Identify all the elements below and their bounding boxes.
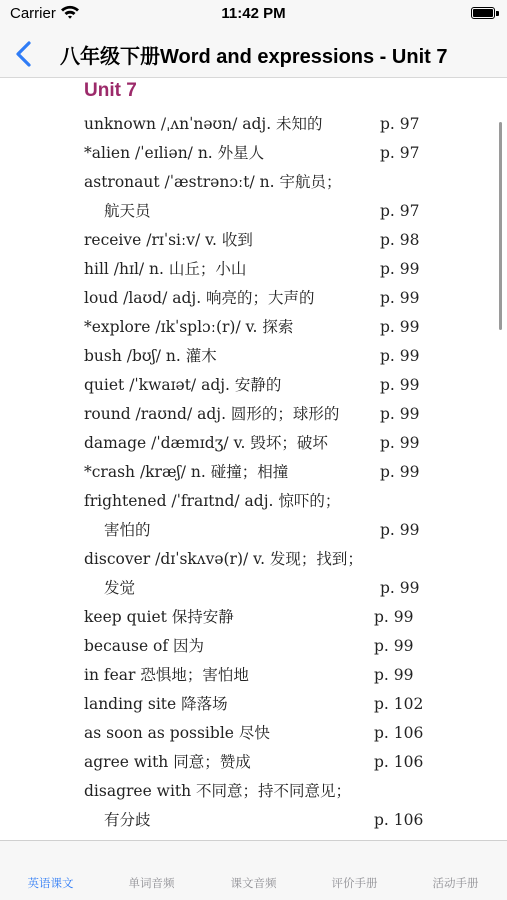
scroll-indicator[interactable] — [499, 122, 502, 330]
vocab-term: 发觉 — [104, 579, 136, 597]
vocab-term: discover /dɪˈskʌvə(r)/ v. 发现；找到； — [84, 550, 363, 568]
vocab-term: frightened /ˈfraɪtnd/ adj. 惊吓的； — [84, 492, 341, 510]
status-bar — [0, 0, 507, 30]
vocab-entry — [84, 255, 444, 284]
vocabulary-list — [84, 110, 444, 835]
tab-word-audio[interactable]: 单词音频 — [128, 878, 175, 890]
vocab-term: because of 因为 — [84, 637, 205, 655]
page-reference: p. 99 — [380, 579, 420, 597]
vocab-term: damage /ˈdæmɪdʒ/ v. 毁坏；破坏 — [84, 434, 328, 452]
vocab-entry — [84, 139, 444, 168]
vocab-entry — [84, 806, 444, 835]
page-reference: p. 99 — [374, 666, 414, 684]
vocab-entry — [84, 719, 444, 748]
vocab-term: hill /hɪl/ n. 山丘；小山 — [84, 260, 247, 278]
vocab-entry — [84, 516, 444, 545]
vocab-entry — [84, 603, 444, 632]
page-reference: p. 99 — [374, 608, 414, 626]
page-reference: p. 99 — [380, 521, 420, 539]
page-title: 八年级下册Word and expressions - Unit 7 — [60, 46, 448, 68]
status-time: 11:42 PM — [221, 5, 286, 22]
vocab-entry — [84, 632, 444, 661]
page-reference: p. 99 — [380, 318, 420, 336]
vocab-term: disagree with 不同意；持不同意见； — [84, 782, 352, 800]
vocab-entry — [84, 400, 444, 429]
vocab-term: round /raʊnd/ adj. 圆形的；球形的 — [84, 405, 340, 423]
page-reference: p. 99 — [380, 463, 420, 481]
vocab-term: 害怕的 — [104, 521, 151, 539]
vocab-term: *crash /kræʃ/ n. 碰撞；相撞 — [84, 463, 289, 481]
vocab-entry — [84, 574, 444, 603]
page-reference: p. 98 — [380, 231, 420, 249]
vocab-entry — [84, 487, 444, 516]
vocab-term: *explore /ɪkˈsplɔː(r)/ v. 探索 — [84, 318, 294, 336]
vocab-term: in fear 恐惧地；害怕地 — [84, 666, 249, 684]
back-chevron-icon[interactable] — [12, 40, 38, 68]
vocab-term: astronaut /ˈæstrənɔːt/ n. 宇航员； — [84, 173, 342, 191]
tab-activity-book[interactable]: 活动手册 — [432, 878, 479, 890]
vocab-entry — [84, 284, 444, 313]
page-reference: p. 99 — [380, 260, 420, 278]
battery-icon — [471, 7, 495, 19]
vocab-entry — [84, 342, 444, 371]
vocab-entry — [84, 690, 444, 719]
tab-text-audio[interactable]: 课文音频 — [230, 878, 277, 890]
page-reference: p. 97 — [380, 202, 420, 220]
page-reference: p. 99 — [380, 434, 420, 452]
tab-english-text[interactable]: 英语课文 — [27, 878, 74, 890]
vocab-term: keep quiet 保持安静 — [84, 608, 234, 626]
page-reference: p. 99 — [380, 347, 420, 365]
page-reference: p. 97 — [380, 115, 420, 133]
vocab-term: landing site 降落场 — [84, 695, 228, 713]
vocab-term: 航天员 — [104, 202, 151, 220]
vocab-term: agree with 同意；赞成 — [84, 753, 251, 771]
tab-bar — [0, 840, 507, 900]
vocab-entry — [84, 458, 444, 487]
vocab-entry — [84, 748, 444, 777]
vocab-entry — [84, 197, 444, 226]
battery-tip — [496, 11, 499, 16]
document-viewer[interactable] — [0, 78, 507, 840]
page-reference: p. 99 — [380, 289, 420, 307]
vocab-term: *alien /ˈeɪliən/ n. 外星人 — [84, 144, 265, 162]
vocab-entry — [84, 313, 444, 342]
vocab-entry — [84, 661, 444, 690]
page-reference: p. 106 — [374, 811, 424, 829]
vocab-entry — [84, 226, 444, 255]
page-reference: p. 97 — [380, 144, 420, 162]
vocab-term: quiet /ˈkwaɪət/ adj. 安静的 — [84, 376, 282, 394]
page-reference: p. 99 — [380, 405, 420, 423]
page-reference: p. 102 — [374, 695, 424, 713]
page-reference: p. 106 — [374, 724, 424, 742]
navigation-bar — [0, 30, 507, 78]
vocab-entry — [84, 168, 444, 197]
tab-assessment-book[interactable]: 评价手册 — [331, 878, 378, 890]
vocab-term: as soon as possible 尽快 — [84, 724, 270, 742]
vocab-entry — [84, 777, 444, 806]
vocab-entry — [84, 545, 444, 574]
vocab-term: 有分歧 — [104, 811, 151, 829]
vocab-term: bush /bʊʃ/ n. 灌木 — [84, 347, 217, 365]
unit-heading: Unit 7 — [84, 80, 137, 101]
vocab-term: unknown /ˌʌnˈnəʊn/ adj. 未知的 — [84, 115, 323, 133]
page-reference: p. 99 — [380, 376, 420, 394]
page-reference: p. 106 — [374, 753, 424, 771]
vocab-term: loud /laʊd/ adj. 响亮的；大声的 — [84, 289, 315, 307]
carrier-label: Carrier — [10, 5, 56, 22]
page-reference: p. 99 — [374, 637, 414, 655]
vocab-entry — [84, 110, 444, 139]
vocab-entry — [84, 371, 444, 400]
vocab-term: receive /rɪˈsiːv/ v. 收到 — [84, 231, 253, 249]
vocab-entry — [84, 429, 444, 458]
